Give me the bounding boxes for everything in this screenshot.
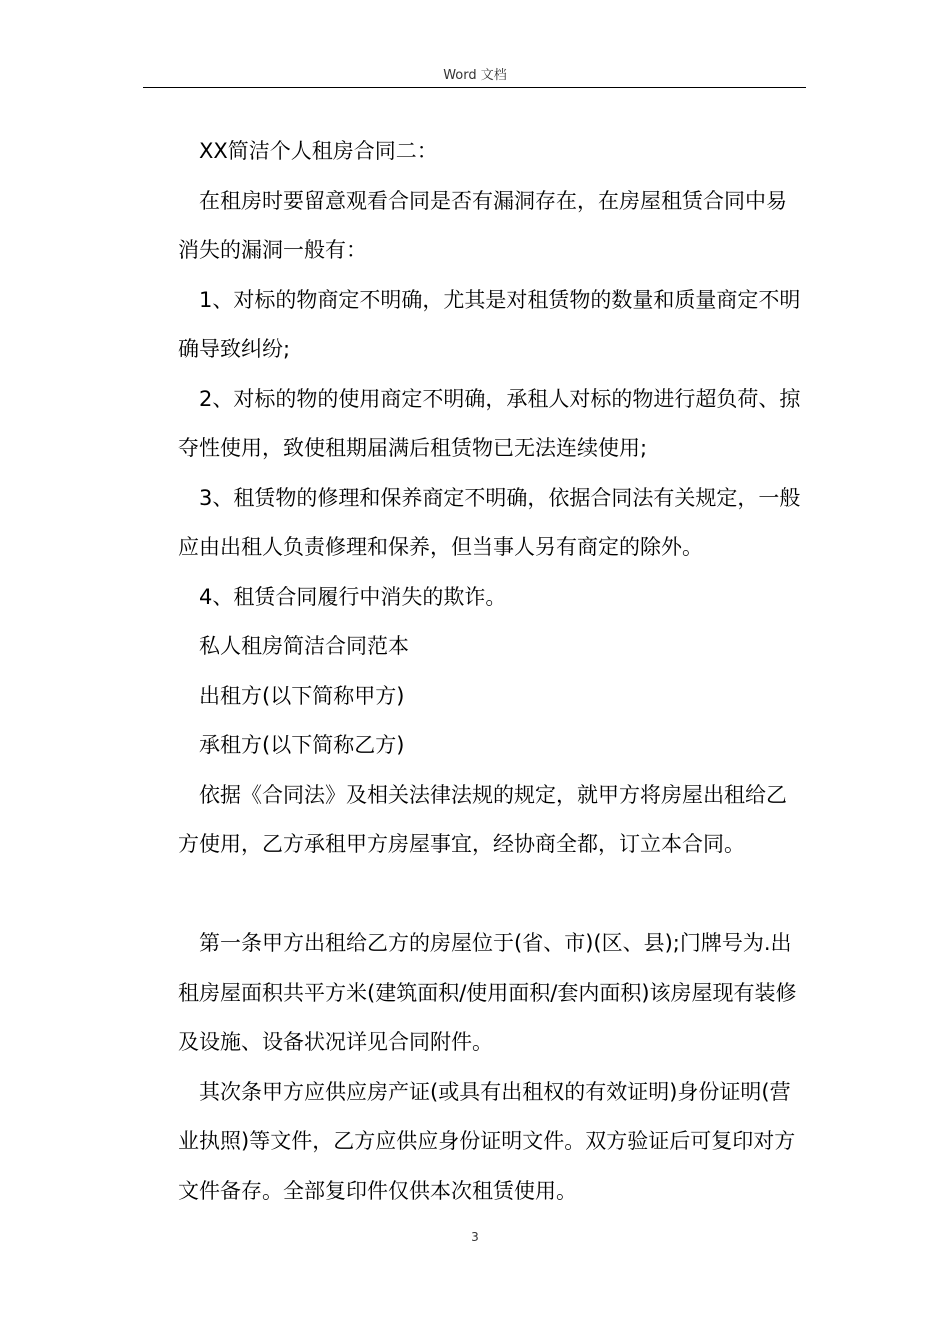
paragraph-preamble: 依据《合同法》及相关法律法规的规定，就甲方将房屋出租给乙方使用，乙方承租甲方房屋事宜，经协商全都，订立本合同。	[178, 782, 787, 856]
paragraph-item-1: 1、对标的物商定不明确，尤其是对租赁物的数量和质量商定不明确导致纠纷;	[178, 287, 801, 361]
paragraph: 在租房时要留意观看合同是否有漏洞存在，在房屋租赁合同中易消失的漏洞一般有：	[178, 188, 787, 262]
article-1: 第一条甲方出租给乙方的房屋位于(省、市)(区、县);门牌号为.出租房屋面积共平方米(建筑面积/使用面积/套内面积)该房屋现有装修及设施、设备状况详见合同附件。	[178, 931, 797, 1054]
paragraph-title: XX简洁个人租房合同二：	[199, 139, 438, 163]
section-heading: 私人租房简洁合同范本	[199, 634, 409, 658]
paragraph-item-3: 3、租赁物的修理和保养商定不明确，依据合同法有关规定，一般应由出租人负责修理和保养，但当事人另有商定的除外。	[178, 485, 801, 559]
paragraph-item-4: 4、租赁合同履行中消失的欺诈。	[199, 584, 507, 609]
page-number: 3	[471, 1230, 479, 1244]
paragraph-item-2: 2、对标的物的使用商定不明确，承租人对标的物进行超负荷、掠夺性使用，致使租期届满后租赁物已无法连续使用;	[178, 386, 801, 460]
header-divider	[143, 87, 806, 88]
blank-line	[178, 870, 806, 920]
header-title: Word 文档	[443, 68, 507, 83]
article-2: 其次条甲方应供应房产证(或具有出租权的有效证明)身份证明(营业执照)等文件，乙方应供应身份证明文件。双方验证后可复印对方文件备存。全部复印件仅供本次租赁使用。	[178, 1079, 796, 1203]
party-lessee: 承租方(以下简称乙方)	[199, 733, 405, 757]
document-body	[178, 127, 806, 1216]
party-lessor: 出租方(以下简称甲方)	[199, 683, 405, 708]
